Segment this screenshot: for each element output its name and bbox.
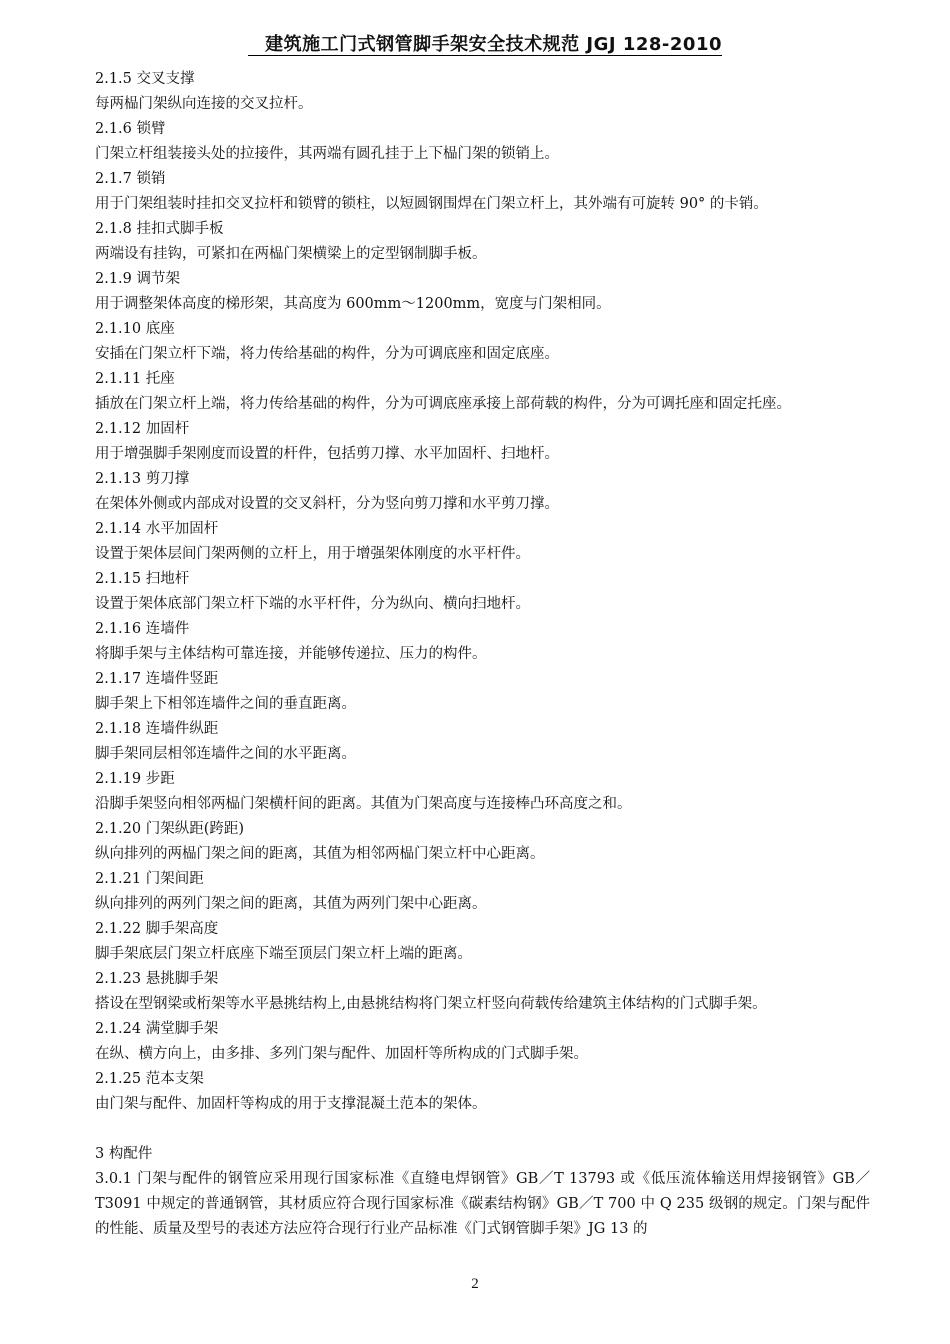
term-definition: 用于增强脚手架刚度而设置的杆件，包括剪刀撑、水平加固杆、扫地杆。 bbox=[95, 446, 559, 462]
term-definition: 沿脚手架竖向相邻两榀门架横杆间的距离。其值为门架高度与连接棒凸环高度之和。 bbox=[95, 796, 632, 812]
term-heading: 2.1.24 满堂脚手架 bbox=[95, 1021, 219, 1037]
term-definition: 在纵、横方向上，由多排、多列门架与配件、加固杆等所构成的门式脚手架。 bbox=[95, 1046, 588, 1062]
term-heading: 2.1.13 剪刀撑 bbox=[95, 471, 190, 487]
term-heading: 2.1.9 调节架 bbox=[95, 271, 181, 287]
term-definition: 由门架与配件、加固杆等构成的用于支撑混凝土范本的架体。 bbox=[95, 1096, 487, 1112]
page-header: 建筑施工门式钢管脚手架安全技术规范 JGJ 128-2010 bbox=[265, 34, 722, 55]
document-body bbox=[95, 67, 870, 1242]
term-heading: 2.1.12 加固杆 bbox=[95, 421, 190, 437]
term-heading: 2.1.22 脚手架高度 bbox=[95, 921, 219, 937]
term-definition: 安插在门架立杆下端，将力传给基础的构件，分为可调底座和固定底座。 bbox=[95, 346, 559, 362]
term-heading: 2.1.7 锁销 bbox=[95, 171, 166, 187]
term-heading: 2.1.20 门架纵距(跨距) bbox=[95, 821, 245, 837]
term-heading: 2.1.11 托座 bbox=[95, 371, 175, 387]
term-heading: 2.1.15 扫地杆 bbox=[95, 571, 190, 587]
section-heading: 3 构配件 bbox=[95, 1146, 153, 1162]
term-heading: 2.1.10 底座 bbox=[95, 321, 175, 337]
term-definition: 门架立杆组装接头处的拉接件，其两端有圆孔挂于上下榀门架的锁销上。 bbox=[95, 146, 559, 162]
term-definition: 脚手架同层相邻连墙件之间的水平距离。 bbox=[95, 746, 356, 762]
term-heading: 2.1.14 水平加固杆 bbox=[95, 521, 219, 537]
term-definition: 插放在门架立杆上端，将力传给基础的构件，分为可调底座承接上部荷载的构件，分为可调托座和固定托座。 bbox=[95, 396, 791, 412]
term-definition: 脚手架上下相邻连墙件之间的垂直距离。 bbox=[95, 696, 356, 712]
term-heading: 2.1.23 悬挑脚手架 bbox=[95, 971, 219, 987]
term-heading: 2.1.8 挂扣式脚手板 bbox=[95, 221, 224, 237]
term-definition: 纵向排列的两榀门架之间的距离，其值为相邻两榀门架立杆中心距离。 bbox=[95, 846, 545, 862]
page-number: 2 bbox=[471, 1276, 479, 1292]
term-definition: 在架体外侧或内部成对设置的交叉斜杆，分为竖向剪刀撑和水平剪刀撑。 bbox=[95, 496, 559, 512]
term-heading: 2.1.19 步距 bbox=[95, 771, 175, 787]
term-heading: 2.1.21 门架间距 bbox=[95, 871, 204, 887]
term-heading: 2.1.18 连墙件纵距 bbox=[95, 721, 219, 737]
section-gap bbox=[95, 1117, 870, 1142]
term-definition: 用于门架组装时挂扣交叉拉杆和锁臂的锁柱，以短圆钢围焊在门架立杆上，其外端有可旋转 90° 的卡销。 bbox=[95, 196, 768, 212]
term-heading: 2.1.5 交叉支撑 bbox=[95, 71, 195, 87]
term-definition: 用于调整架体高度的梯形架，其高度为 600mm～1200mm，宽度与门架相同。 bbox=[95, 296, 611, 312]
term-definition: 搭设在型钢梁或桁架等水平悬挑结构上,由悬挑结构将门架立杆竖向荷载传给建筑主体结构的门式脚手架。 bbox=[95, 996, 767, 1012]
term-heading: 2.1.16 连墙件 bbox=[95, 621, 190, 637]
term-heading: 2.1.6 锁臂 bbox=[95, 121, 166, 137]
term-definition: 每两榀门架纵向连接的交叉拉杆。 bbox=[95, 96, 313, 112]
term-heading: 2.1.17 连墙件竖距 bbox=[95, 671, 219, 687]
term-definition: 两端设有挂钩，可紧扣在两榀门架横梁上的定型钢制脚手板。 bbox=[95, 246, 487, 262]
term-heading: 2.1.25 范本支架 bbox=[95, 1071, 204, 1087]
term-definition: 将脚手架与主体结构可靠连接，并能够传递拉、压力的构件。 bbox=[95, 646, 487, 662]
term-definition: 脚手架底层门架立杆底座下端至顶层门架立杆上端的距离。 bbox=[95, 946, 472, 962]
term-definition: 纵向排列的两列门架之间的距离，其值为两列门架中心距离。 bbox=[95, 896, 487, 912]
term-definition: 设置于架体层间门架两侧的立杆上，用于增强架体刚度的水平杆件。 bbox=[95, 546, 530, 562]
term-definition: 设置于架体底部门架立杆下端的水平杆件，分为纵向、横向扫地杆。 bbox=[95, 596, 530, 612]
header-rule bbox=[248, 55, 722, 56]
section-paragraph: 3.0.1 门架与配件的钢管应采用现行国家标准《直缝电焊钢管》GB／T 13793 或《低压流体输送用焊接钢管》GB／T3091 中规定的普通钢管，其材质应符合现行国家标准《碳素结构钢》GB／T 700 中 Q 235 级钢的规定。门架与配件的性能、质量及型号的表述方法应符合现行行业产品标准《门式钢管脚手架》JG 13 的 bbox=[95, 1171, 870, 1237]
